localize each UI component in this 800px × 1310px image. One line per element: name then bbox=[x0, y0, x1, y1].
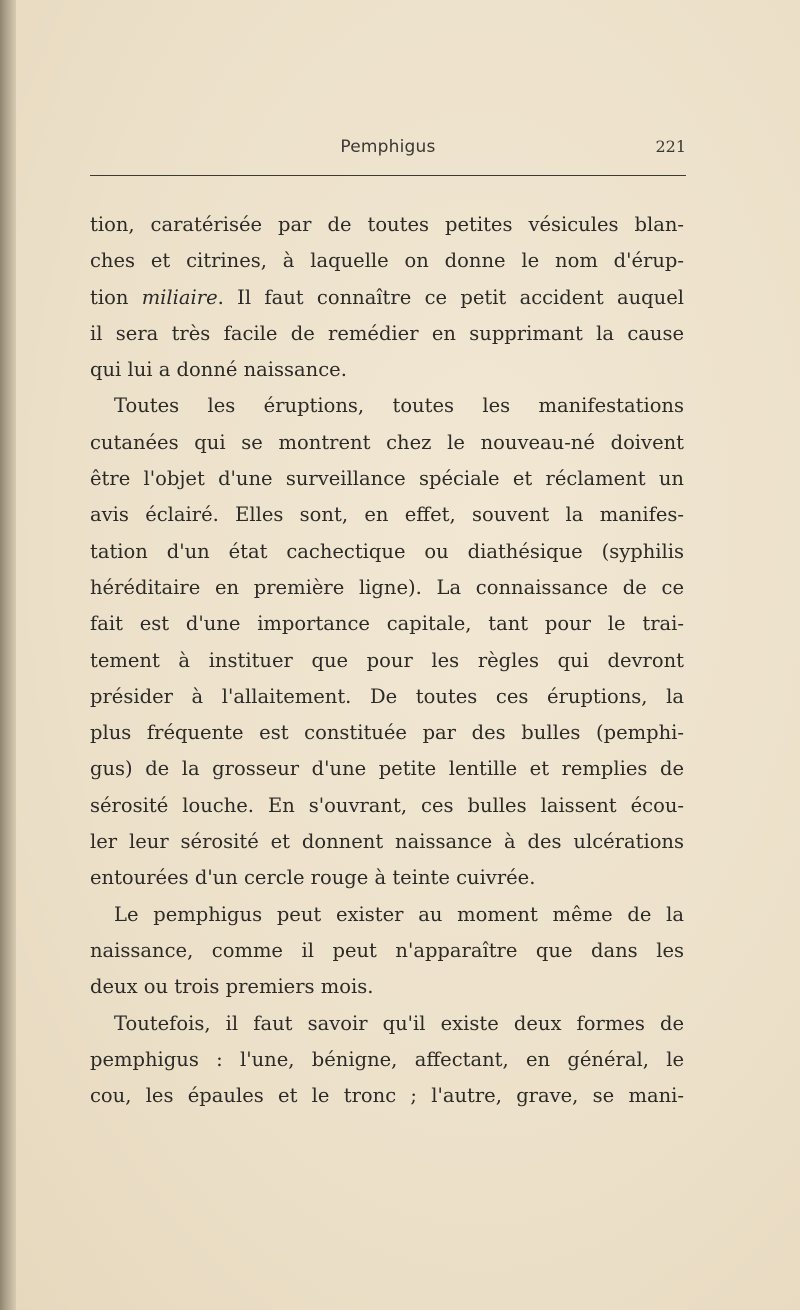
text-line: tement à instituer que pour les règles qui devront bbox=[90, 648, 684, 672]
text-span: tion bbox=[90, 285, 142, 309]
text-line: naissance, comme il peut n'apparaître que dans les bbox=[90, 938, 684, 962]
text-line: héréditaire en première ligne). La connaissance de ce bbox=[90, 575, 684, 599]
text-line: ches et citrines, à laquelle on donne le nom d'érup- bbox=[90, 249, 684, 273]
text-line: présider à l'allaitement. De toutes ces éruptions, la bbox=[90, 684, 684, 708]
text-line: cutanées qui se montrent chez le nouveau-né doivent bbox=[90, 430, 684, 454]
text-line: être l'objet d'une surveillance spéciale et réclament un bbox=[90, 467, 684, 491]
text-line: sérosité louche. En s'ouvrant, ces bulles laissent écou- bbox=[90, 793, 684, 817]
page-binding-edge bbox=[0, 0, 16, 1310]
paragraph-start-line: Le pemphigus peut exister au moment même de la bbox=[114, 902, 684, 926]
text-line: avis éclairé. Elles sont, en effet, souvent la manifes- bbox=[90, 503, 684, 527]
text-line: plus fréquente est constituée par des bulles (pemphi- bbox=[90, 721, 684, 745]
page-header bbox=[90, 137, 686, 163]
paragraph-start-line: Toutes les éruptions, toutes les manifestations bbox=[114, 394, 684, 418]
text-line: fait est d'une importance capitale, tant pour le trai- bbox=[90, 612, 684, 636]
text-line: entourées d'un cercle rouge à teinte cuivrée. bbox=[90, 866, 536, 890]
italic-term: miliaire bbox=[141, 285, 218, 309]
text-line: gus) de la grosseur d'une petite lentille et remplies de bbox=[90, 757, 684, 781]
paragraph-start-line: Toutefois, il faut savoir qu'il existe deux formes de bbox=[114, 1011, 684, 1035]
text-line: tion, caratérisée par de toutes petites vésicules blan- bbox=[90, 213, 684, 236]
text-span: . Il faut connaître ce petit accident auquel bbox=[217, 285, 684, 309]
text-line bbox=[90, 280, 684, 316]
running-title: Pemphigus bbox=[340, 137, 436, 157]
text-line: qui lui a donné naissance. bbox=[90, 358, 347, 382]
text-line: deux ou trois premiers mois. bbox=[90, 975, 374, 999]
text-line: ler leur sérosité et donnent naissance à des ulcérations bbox=[90, 830, 684, 854]
page-number: 221 bbox=[655, 137, 686, 156]
text-line: il sera très facile de remédier en supprimant la cause bbox=[90, 321, 684, 345]
header-rule bbox=[90, 175, 686, 176]
text-line: tation d'un état cachectique ou diathésique (syphilis bbox=[90, 539, 684, 563]
text-line: cou, les épaules et le tronc ; l'autre, grave, se mani- bbox=[90, 1084, 684, 1108]
body-text bbox=[90, 207, 684, 1114]
text-line: pemphigus : l'une, bénigne, affectant, en général, le bbox=[90, 1047, 684, 1071]
